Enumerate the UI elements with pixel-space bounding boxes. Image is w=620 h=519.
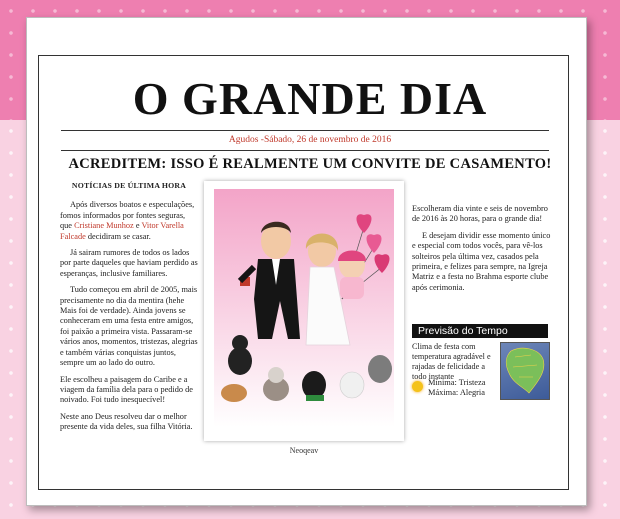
masthead-rule-top: [61, 130, 549, 131]
caricature-drawing: [214, 189, 394, 427]
weather-minmax: [428, 378, 485, 398]
section-title: NOTÍCIAS DE ÚLTIMA HORA: [71, 181, 187, 190]
p1-and: e: [133, 221, 142, 231]
brazil-map-icon: [500, 342, 550, 400]
weather-max: Máxima: Alegria: [428, 388, 485, 397]
p1-text-b: decidiram se casar.: [85, 231, 151, 241]
groom-figure: [240, 222, 300, 339]
article-paragraph-2: Já sairam rumores de todos os lados por parte daqueles que haviam perdido as esperanças, inclusive familiares.: [60, 248, 198, 278]
caricature-illustration: [214, 189, 394, 427]
right-paragraph-1: Escolheram dia vinte e seis de novembro de 2016 às 20 horas, para o grande dia!: [412, 204, 548, 224]
groom-name: Vitor Varella Falcade: [60, 221, 184, 241]
masthead-title: O GRANDE DIA: [132, 73, 488, 124]
article-paragraph-3: Tudo começou em abril de 2005, mais precisamente no dia da mentira (hehe Mais foi de verdade). Ainda jovens se conheceram em uma festa entre amigos, foi paixão a primeira vista. Passaram-se vários anos, momentos, tristezas, alegrias e também várias conquistas juntos, sempre um ao lado do outro.: [60, 285, 198, 368]
photo-caption: Neoqeav: [289, 446, 319, 455]
article-paragraph-4: Ele escolheu a paisagem do Caribe e a viagem da família dela para o pedido de noivado. Foi tudo inesquecível!: [60, 374, 193, 405]
article-paragraph-1: [60, 200, 198, 242]
right-column: [412, 204, 552, 299]
headline: ACREDITEM: ISSO É REALMENTE UM CONVITE DE CASAMENTO!: [68, 156, 552, 172]
weather-title: Previsão do Tempo: [412, 324, 548, 338]
left-column: [60, 181, 198, 439]
sun-icon: [412, 381, 423, 392]
right-paragraph-2: E desejam dividir esse momento único e especial com todos vocês, para vê-los solteiros pela última vez, casados pela primeira, e felizes para sempre, na Igreja Matriz e a festa no Brahma esporte clube após cerimonia.: [412, 230, 551, 292]
bride-name: Cristiane Munhoz: [74, 221, 134, 231]
weather-forecast-text: Clima de festa com temperatura agradável e rajadas de felicidade a todo instante: [412, 342, 491, 381]
baby-figure: [338, 251, 366, 300]
p1-text-a: Após diversos boatos e especulações, fomos informados por fontes seguras, que: [60, 200, 195, 231]
couple-photo: [204, 181, 404, 441]
weather-min: Mínima: Tristeza: [428, 378, 486, 387]
dateline: Agudos -Sábado, 26 de novembro de 2016: [228, 135, 392, 145]
article-paragraph-5: Neste ano Deus resolveu dar o melhor presente da vida deles, sua filha Vitória.: [60, 411, 193, 432]
masthead-rule-bottom: [61, 150, 549, 151]
